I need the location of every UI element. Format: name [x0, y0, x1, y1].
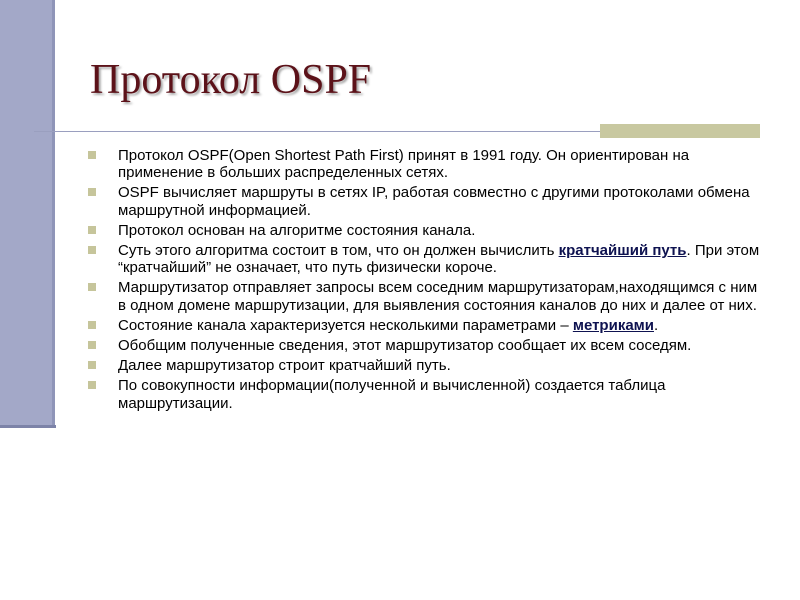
- square-bullet-icon: [88, 361, 96, 369]
- side-decoration-shadow: [0, 425, 56, 428]
- square-bullet-icon: [88, 341, 96, 349]
- bullet-item: [88, 147, 768, 181]
- bullet-text: Суть этого алгоритма состоит в том, что он должен вычислить: [118, 242, 559, 260]
- square-bullet-icon: [88, 381, 96, 389]
- bullet-item: [88, 317, 768, 334]
- bullet-text: Протокол OSPF(Open Shortest Path First) принят в 1991 году. Он ориентирован на применение в больших распределенных сетях.: [118, 147, 690, 182]
- bullet-item: [88, 242, 768, 276]
- bullet-item: [88, 222, 768, 239]
- bullet-item: [88, 279, 768, 313]
- square-bullet-icon: [88, 151, 96, 159]
- bullet-text: Обобщим полученные сведения, этот маршрутизатор сообщает их всем соседям.: [118, 337, 692, 355]
- bullet-item: [88, 184, 768, 218]
- metrics-link[interactable]: метриками: [572, 316, 654, 334]
- title-divider: [34, 131, 600, 132]
- bullet-text: Маршрутизатор отправляет запросы всем соседним маршрутизаторам,находящимся с ним в одном домене маршрутизации, для выявления состояния каналов до них и далее от них.: [118, 279, 758, 314]
- square-bullet-icon: [88, 283, 96, 291]
- side-decoration-bar: [0, 0, 55, 425]
- slide-title: Протокол OSPF: [90, 57, 372, 103]
- square-bullet-icon: [88, 226, 96, 234]
- bullet-item: [88, 357, 768, 374]
- bullet-text-continuation: . При этом “кратчайший” не означает, что путь физически короче.: [118, 242, 760, 277]
- title-accent-bar: [600, 124, 760, 138]
- bullet-text-continuation: .: [653, 316, 659, 334]
- shortest-path-link[interactable]: кратчайший путь: [558, 242, 687, 260]
- bullet-list: [88, 147, 768, 415]
- bullet-text: OSPF вычисляет маршруты в сетях IP, работая совместно с другими протоколами обмена маршрутной информацией.: [118, 184, 750, 219]
- bullet-text: По совокупности информации(полученной и вычисленной) создается таблица маршрутизации.: [118, 377, 666, 412]
- bullet-item: [88, 337, 768, 354]
- square-bullet-icon: [88, 188, 96, 196]
- bullet-item: [88, 377, 768, 411]
- square-bullet-icon: [88, 321, 96, 329]
- square-bullet-icon: [88, 246, 96, 254]
- bullet-text: Протокол основан на алгоритме состояния канала.: [118, 221, 476, 239]
- bullet-text: Далее маршрутизатор строит кратчайший путь.: [118, 357, 451, 375]
- bullet-text: Состояние канала характеризуется несколькими параметрами –: [118, 316, 573, 334]
